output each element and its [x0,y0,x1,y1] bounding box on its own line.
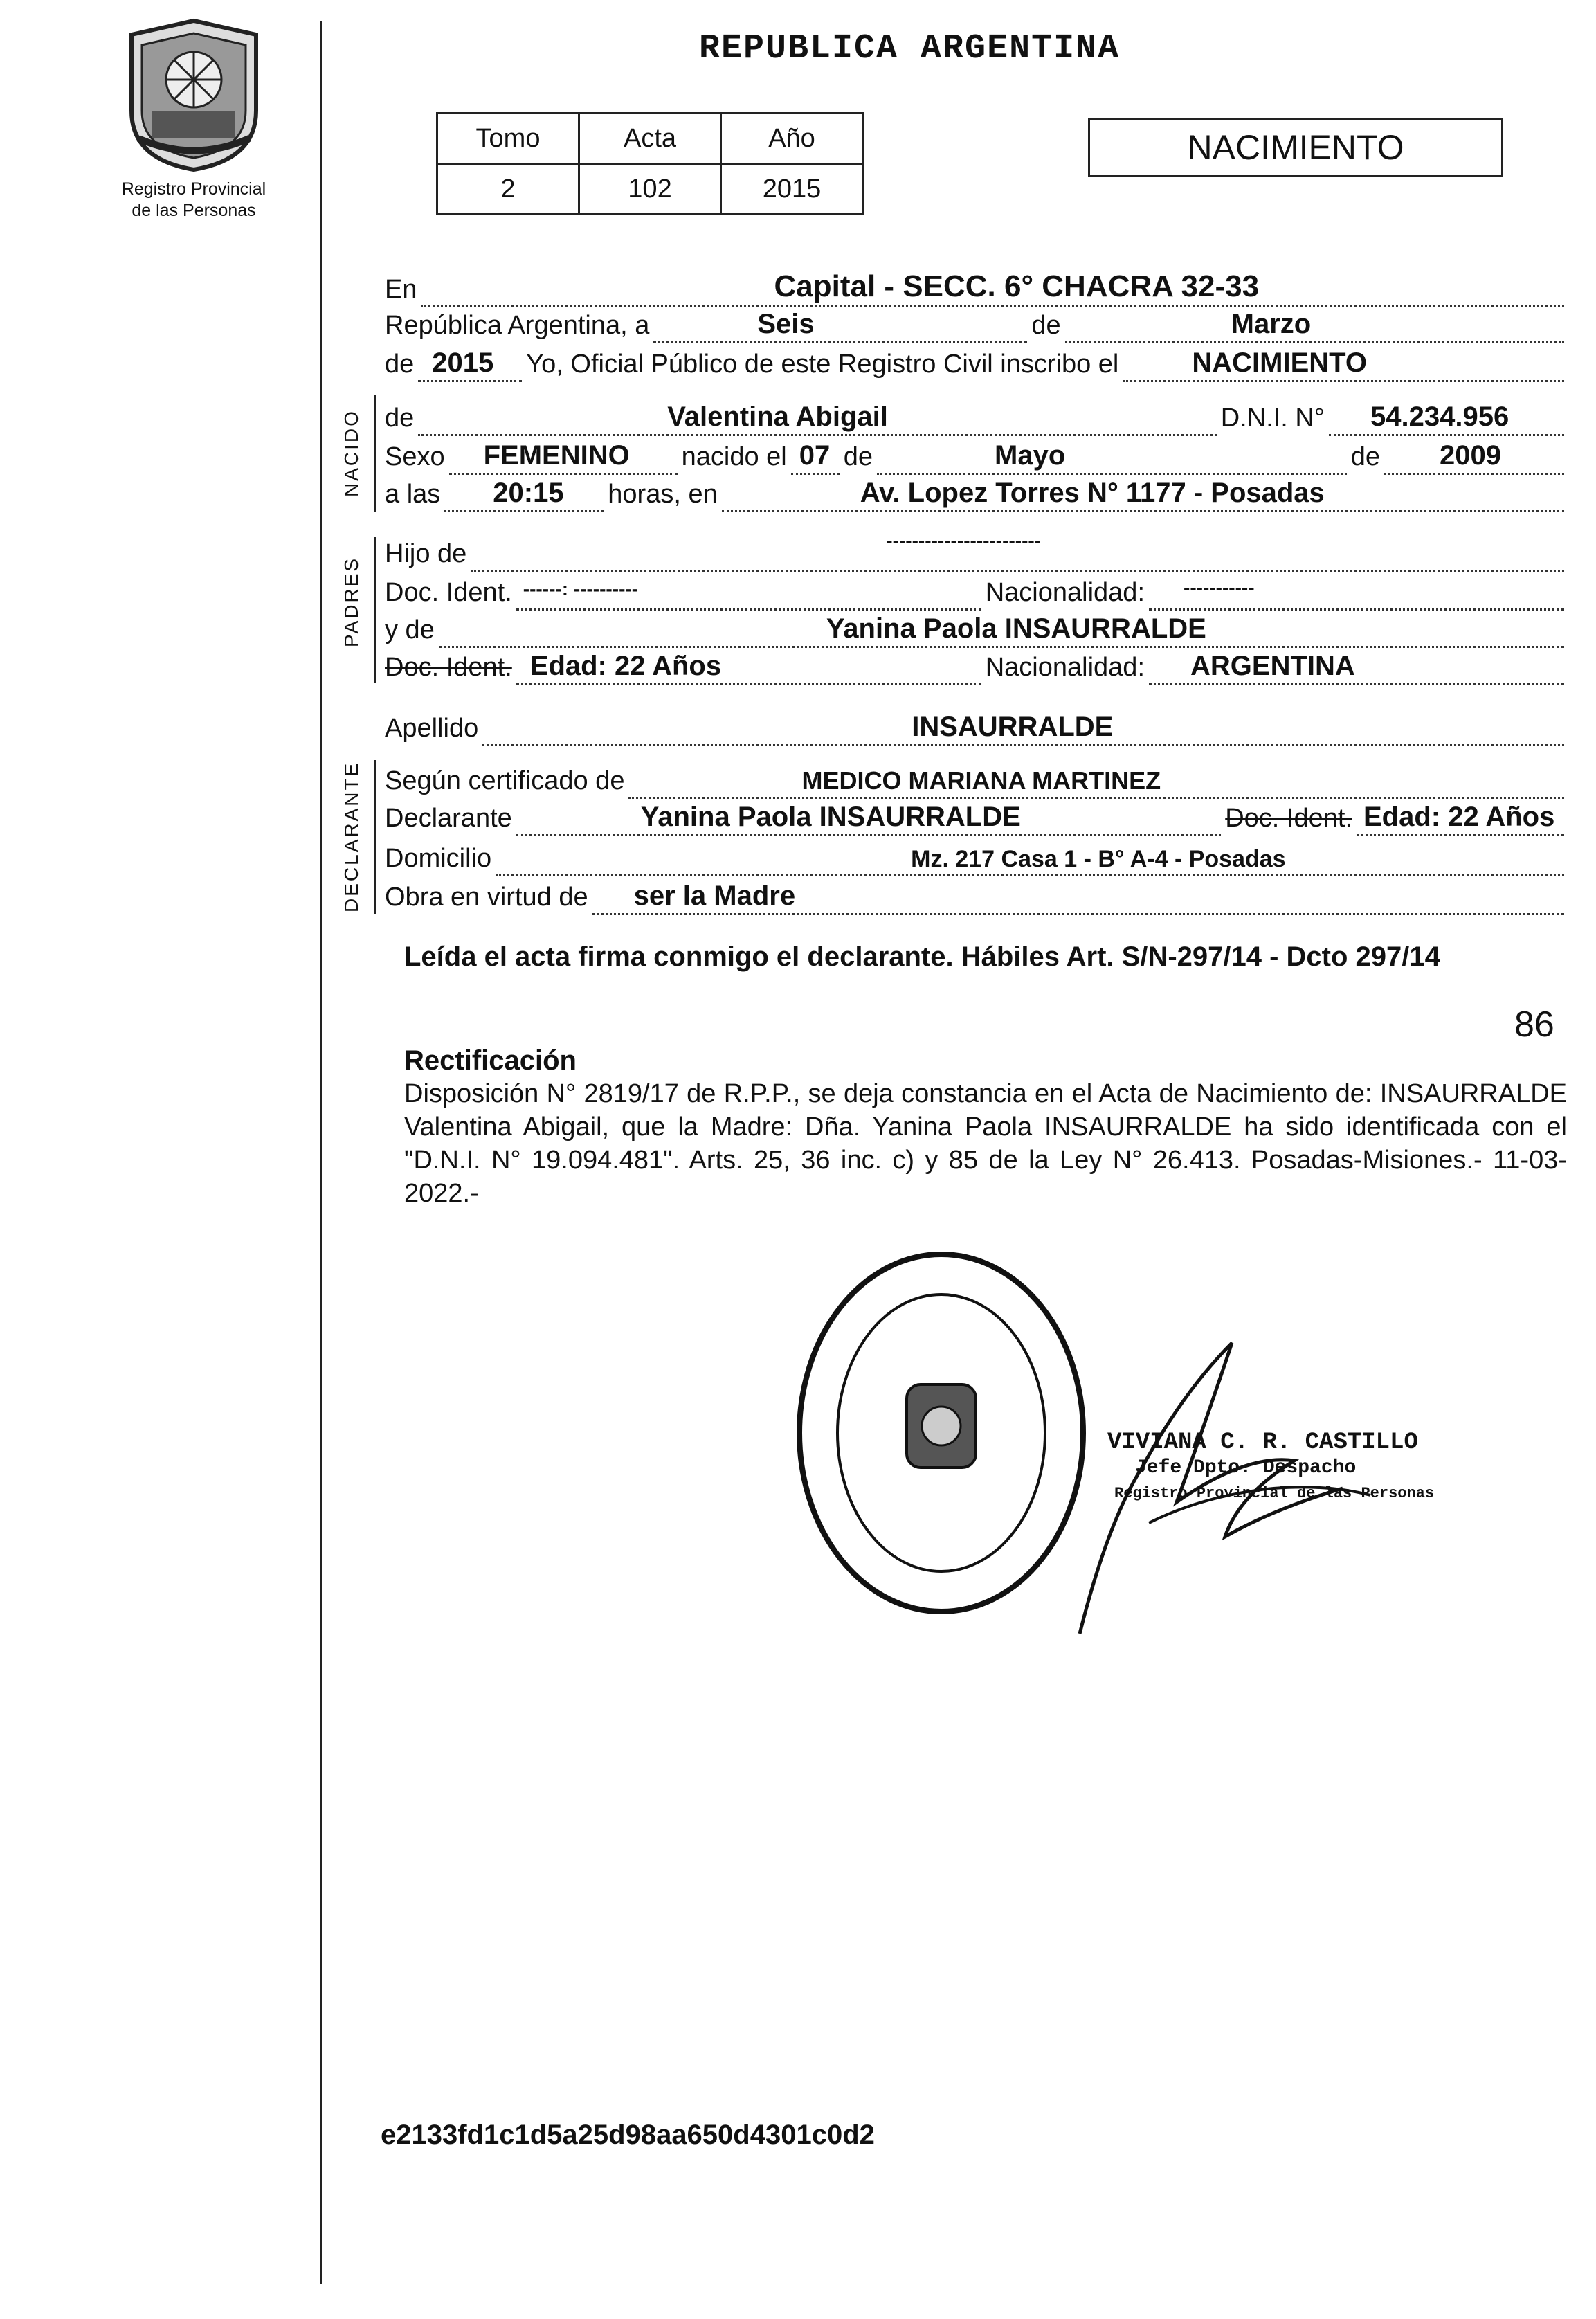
page-number: 86 [1514,1004,1554,1045]
en-field [421,269,1564,307]
certificado-label: Según certificado de [385,766,625,795]
de-label: de [1031,311,1061,340]
dia-value: Seis [757,309,815,339]
apellido-value: INSAURRALDE [912,712,1114,742]
hora-value: 20:15 [493,478,564,508]
de2-label: de [385,350,415,379]
anio-value: 2015 [721,164,863,215]
doc-ident-value: ------: ---------- [523,578,639,599]
document-hash: e2133fd1c1d5a25d98aa650d4301c0d2 [381,2120,875,2150]
registry-label [97,179,291,222]
nacionalidad2-label: Nacionalidad: [985,653,1145,682]
mes-field [1065,311,1564,343]
dni-field [1329,401,1564,436]
obra-label: Obra en virtud de [385,883,588,912]
nacido-dia-value: 07 [799,440,831,471]
doc-ident2-label: Doc. Ident. [385,653,512,682]
signer-role: Jefe Dpto. Despacho [1135,1457,1357,1479]
madre-value: Yanina Paola INSAURRALDE [826,613,1206,644]
hora-field [444,480,604,512]
edad-declarante-value: Edad: 22 Años [1363,802,1555,832]
padres-section-line [374,537,376,683]
doc-ident3-label: Doc. Ident. [1225,804,1352,833]
nacionalidad1-field [1149,578,1564,611]
rectificacion-title: Rectificación [404,1045,577,1076]
signer-office: Registro Provincial de las Personas [1114,1485,1435,1502]
nacido-side-label: NACIDO [341,409,362,497]
nacido-de-label: de [843,442,873,471]
row-en [385,269,1568,307]
handwritten-signature [1066,1315,1426,1648]
row-nombre [385,397,1568,436]
tomo-value: 2 [437,164,579,215]
horas-label: horas, en [608,480,718,509]
row-doc-ident-madre [385,647,1568,685]
edad-madre-value: Edad: 22 Años [529,651,722,681]
nacido-label: nacido el [681,442,787,471]
hijo-label: Hijo de [385,539,467,568]
row-y-de [385,609,1568,648]
row-obra [385,876,1568,915]
row-hora [385,473,1568,512]
anio-field [418,350,522,382]
domicilio-field [496,844,1564,876]
nacionalidad2-value: ARGENTINA [1190,651,1355,681]
nacido-dia-field [791,442,840,475]
domicilio-value: Mz. 217 Casa 1 - B° A-4 - Posadas [911,846,1286,872]
lugar-field [722,480,1564,512]
dni-value: 54.234.956 [1370,401,1509,432]
row-declarante [385,797,1568,836]
closing-line: Leída el acta firma conmigo el declarante. Hábiles Art. S/N-297/14 - Dcto 297/14 [404,941,1440,972]
nombre-value: Valentina Abigail [667,401,888,432]
declarante-section-line [374,760,376,914]
y-de-label: y de [385,615,435,644]
doc-ident-field [516,578,981,611]
certificado-value: MEDICO MARIANA MARTINEZ [801,766,1161,795]
obra-field [592,883,1564,915]
tomo-header: Tomo [437,114,579,164]
republica-label: República Argentina, a [385,311,650,340]
page-title: REPUBLICA ARGENTINA [699,29,1121,69]
hora-label: a las [385,480,441,509]
dni-label: D.N.I. N° [1220,404,1325,433]
en-value: Capital - SECC. 6° CHACRA 32-33 [774,269,1260,303]
row-certificado [385,760,1568,799]
nacido-anio-field [1384,442,1564,475]
anio-header: Año [721,114,863,164]
declarante-label: Declarante [385,804,512,833]
obra-value: ser la Madre [633,881,796,911]
nombre-field [418,401,1216,436]
signer-name: VIVIANA C. R. CASTILLO [1107,1429,1418,1456]
sexo-value: FEMENINO [483,440,630,471]
anio-record-value: 2015 [432,348,494,378]
nacido-mes-field [877,442,1347,475]
registry-label-line2: de las Personas [132,201,256,220]
acta-header: Acta [579,114,721,164]
acta-value: 102 [579,164,721,215]
row-domicilio [385,838,1568,876]
margin-line [320,21,322,2284]
acta-table [436,112,864,215]
sexo-field [449,442,678,475]
nacionalidad1-value: ----------- [1184,577,1255,598]
nacionalidad2-field [1149,653,1564,685]
madre-field [439,615,1564,648]
dia-field [653,311,1027,343]
row-anio [385,343,1568,382]
certificado-field [628,766,1564,799]
nombre-label: de [385,404,415,433]
registry-label-line1: Registro Provincial [121,179,266,199]
hijo-field [471,530,1564,572]
apellido-label: Apellido [385,714,479,743]
declarante-value: Yanina Paola INSAURRALDE [640,802,1021,832]
row-hijo [385,530,1568,572]
hijo-value: ------------------------ [886,530,1042,551]
inscribe-value: NACIMIENTO [1192,348,1367,378]
official-stamp [789,1246,1094,1620]
row-republica [385,305,1568,343]
nacido-section-line [374,395,376,512]
inscribe-field [1123,350,1564,382]
nacido-mes-value: Mayo [995,440,1066,471]
apellido-field [482,714,1564,746]
record-type-box: NACIMIENTO [1088,118,1503,177]
padres-side-label: PADRES [341,556,362,647]
en-label: En [385,275,417,304]
row-apellido [385,707,1568,746]
provincial-seal-logo [118,14,270,173]
nacido-anio-value: 2009 [1440,440,1501,471]
nacido-de2-label: de [1350,442,1380,471]
doc-ident-label: Doc. Ident. [385,578,512,607]
domicilio-label: Domicilio [385,844,492,873]
edad-madre-field [516,653,981,685]
rectificacion-text: Disposición N° 2819/17 de R.P.P., se deja constancia en el Acta de Nacimiento de: INSAURRALDE Valentina Abigail, que la Madre: Dña. Yanina Paola INSAURRALDE ha sido identificada con el "D.N.I. N° 19.094.481". Arts. 25, 36 inc. c) y 85 de la Ley N° 26.413. Posadas-Misiones.- 11-03-2022.- [404,1079,1567,1208]
row-doc-ident [385,572,1568,611]
sexo-label: Sexo [385,442,445,471]
edad-declarante-field [1357,804,1564,836]
yo-text: Yo, Oficial Público de este Registro Civil inscribo el [526,350,1119,379]
row-sexo [385,436,1568,475]
declarante-field [516,804,1221,836]
declarante-side-label: DECLARANTE [341,761,362,912]
lugar-value: Av. Lopez Torres N° 1177 - Posadas [860,478,1325,508]
nacionalidad-label: Nacionalidad: [985,578,1145,607]
mes-value: Marzo [1231,309,1312,339]
